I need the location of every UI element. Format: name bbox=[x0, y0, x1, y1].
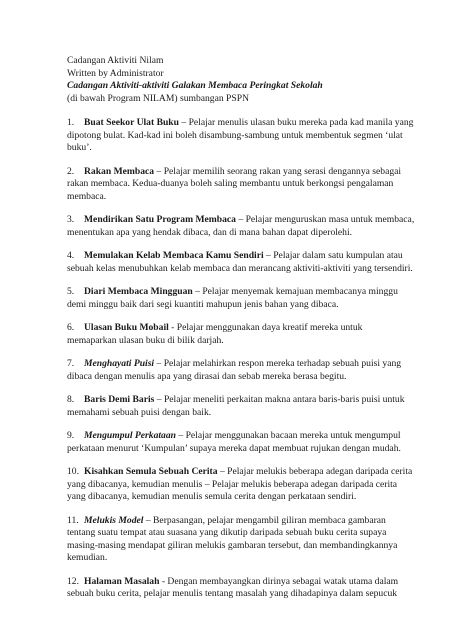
activity-line bbox=[67, 515, 421, 528]
activity-number: 6. bbox=[67, 322, 75, 333]
activity-description: – Pelajar memilih seorang rakan yang serasi dengannya sebagai bbox=[154, 165, 402, 177]
activity-description: – Berpasangan, pelajar mengambil giliran membaca gambaran bbox=[143, 514, 386, 526]
activity-item bbox=[67, 466, 421, 504]
activity-description: – Pelajar menyemak kemajuan membacanya minggu bbox=[192, 286, 398, 297]
activity-item bbox=[67, 322, 421, 347]
activity-line: dibaca dengan menulis apa yang dirasai dan sebab mereka berasa begitu. bbox=[67, 370, 347, 382]
activity-line: tentang suatu tempat atau suasana yang dikutip daripada sebuah buku cerita supaya bbox=[67, 527, 387, 538]
activity-line: demi minggu baik dari segi kuantiti mahupun jenis bahan yang dibaca. bbox=[67, 298, 339, 310]
author-line: Written by Administrator bbox=[67, 67, 164, 79]
document-subtitle: (di bawah Program NILAM) sumbangan PSPN bbox=[67, 92, 249, 104]
activity-list bbox=[67, 117, 421, 601]
activity-line: menentukan apa yang hendak dibaca, dan di mana bahan dapat diperolehi. bbox=[67, 226, 353, 238]
activity-title: Ulasan Buku Mobail bbox=[84, 322, 169, 333]
activity-line bbox=[67, 358, 421, 371]
activity-title: Kisahkan Semula Sebuah Cerita bbox=[84, 466, 218, 477]
activity-number: 3. bbox=[67, 214, 75, 225]
activity-item bbox=[67, 430, 421, 455]
activity-line: sebuah buku cerita, pelajar menulis tentang masalah yang dihadapinya dalam sepucuk bbox=[67, 588, 398, 599]
activity-description: – Pelajar melukis beberapa adegan daripada cerita bbox=[217, 466, 413, 477]
activity-line bbox=[67, 286, 421, 299]
activity-description: – Pelajar meneliti perkaitan makna antara baris-baris puisi untuk bbox=[154, 394, 405, 405]
activity-line: masing-masing mendapat giliran melukis gambaran tersebut, dan membandingkannya bbox=[67, 539, 398, 551]
activity-number: 10. bbox=[67, 466, 79, 477]
activity-number: 12. bbox=[67, 575, 79, 587]
activity-line bbox=[67, 466, 421, 479]
activity-title: Memulakan Kelab Membaca Kamu Sendiri bbox=[84, 250, 264, 261]
activity-number: 8. bbox=[67, 394, 75, 405]
activity-number: 11. bbox=[67, 514, 79, 526]
activity-line bbox=[67, 394, 421, 407]
activity-title: Menghayati Puisi bbox=[84, 358, 155, 369]
activity-line bbox=[67, 576, 421, 589]
activity-item bbox=[67, 394, 421, 419]
activity-item bbox=[67, 250, 421, 275]
activity-number: 2. bbox=[67, 165, 75, 177]
activity-item bbox=[67, 117, 421, 155]
activity-item bbox=[67, 358, 421, 383]
activity-line: memaparkan ulasan buku di bilik darjah. bbox=[67, 334, 224, 346]
activity-line bbox=[67, 250, 421, 263]
activity-title: Diari Membaca Mingguan bbox=[84, 286, 193, 297]
activity-title: Mendirikan Satu Program Membaca bbox=[84, 214, 236, 225]
activity-description: – Pelajar dalam satu kumpulan atau bbox=[263, 250, 403, 261]
activity-number: 1. bbox=[67, 117, 75, 128]
activity-line bbox=[67, 322, 421, 335]
activity-number: 9. bbox=[67, 430, 75, 441]
activity-title: Mengumpul Perkataan bbox=[84, 430, 176, 441]
activity-item bbox=[67, 515, 421, 565]
activity-line: memahami sebuah puisi dengan baik. bbox=[67, 406, 212, 418]
activity-title: Rakan Membaca bbox=[84, 165, 155, 177]
activity-line bbox=[67, 117, 421, 130]
category-line: Cadangan Aktiviti Nilam bbox=[67, 55, 164, 66]
activity-line: perkataan menurut ‘Kumpulan’ supaya mereka dapat membuat rujukan dengan mudah. bbox=[67, 442, 401, 454]
activity-title: Melukis Model bbox=[84, 514, 144, 526]
document-title: Cadangan Aktiviti-aktiviti Galakan Membaca Peringkat Sekolah bbox=[67, 80, 323, 91]
activity-number: 7. bbox=[67, 358, 75, 369]
activity-description: - Pelajar menggunakan daya kreatif mereka untuk bbox=[168, 322, 363, 333]
activity-line: kemudian. bbox=[67, 552, 108, 563]
activity-title: Buat Seekor Ulat Buku bbox=[84, 117, 179, 128]
activity-line bbox=[67, 214, 421, 227]
activity-line: yang dibacanya, kemudian menulis – Pelajar melukis beberapa adegan daripada cerita bbox=[67, 478, 398, 490]
activity-item bbox=[67, 286, 421, 311]
activity-line: dipotong bulat. Kad-kad ini boleh disambung-sambung untuk membentuk segmen ‘ulat bbox=[67, 129, 403, 141]
activity-title: Halaman Masalah bbox=[84, 575, 160, 587]
activity-item bbox=[67, 166, 421, 204]
activity-item bbox=[67, 576, 421, 601]
activity-item bbox=[67, 214, 421, 239]
activity-number: 4. bbox=[67, 250, 75, 261]
activity-description: - Dengan membayangkan dirinya sebagai watak utama dalam bbox=[159, 575, 399, 587]
activity-title: Baris Demi Baris bbox=[84, 394, 155, 405]
document-body bbox=[67, 55, 421, 601]
activity-line: buku’. bbox=[67, 142, 92, 153]
activity-line: membaca. bbox=[67, 190, 107, 202]
activity-description: – Pelajar menggunakan bacaan mereka untuk mengumpul bbox=[175, 430, 401, 441]
activity-description: – Pelajar menguruskan masa untuk membaca, bbox=[235, 214, 415, 225]
activity-description: – Pelajar melahirkan respon mereka terhadap sebuah puisi yang bbox=[154, 358, 402, 369]
activity-line: sebuah kelas menubuhkan kelab membaca dan merancang aktiviti-aktiviti yang tersendiri. bbox=[67, 262, 413, 274]
activity-line: yang dibacanya, kemudian menulis semula cerita dengan perkataan sendiri. bbox=[67, 491, 357, 502]
activity-line bbox=[67, 430, 421, 443]
activity-line bbox=[67, 166, 421, 179]
activity-description: – Pelajar menulis ulasan buku mereka pada kad manila yang bbox=[178, 117, 414, 128]
activity-number: 5. bbox=[67, 286, 75, 297]
activity-line: rakan membaca. Kedua-duanya boleh saling membantu untuk berkongsi pengalaman bbox=[67, 178, 394, 189]
